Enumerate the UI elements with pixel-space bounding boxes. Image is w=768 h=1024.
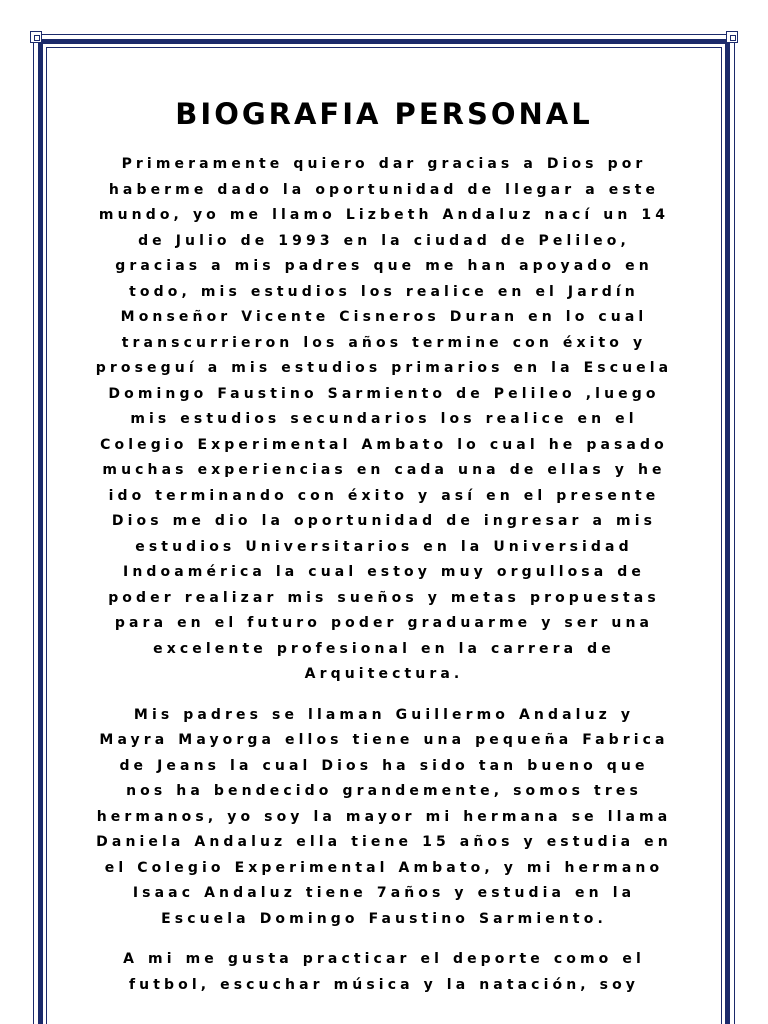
document-body [95,92,673,1013]
page-title: BIOGRAFIA PERSONAL [175,97,593,131]
paragraph-family: Mis padres se llaman Guillermo Andaluz y Mayra Mayorga ellos tiene una pequeña Fabrica de Jeans la cual Dios ha sido tan bueno que nos ha bendecido grandemente, somos tres hermanos, yo soy la mayor mi hermana se llama Daniela Andaluz ella tiene 15 años y estudia en el Colegio Experimental Ambato, y mi hermano Isaac Andaluz tiene 7años y estudia en la Escuela Domingo Faustino Sarmiento. [96,706,672,927]
corner-ornament-top-left [30,31,42,43]
paragraph-intro: Primeramente quiero dar gracias a Dios por haberme dado la oportunidad de llegar a este mundo, yo me llamo Lizbeth Andaluz nací un 14 de Julio de 1993 en la ciudad de Pelileo, gracias a mis padres que me han apoyado en todo, mis estudios los realice en el Jardín Monseñor Vicente Cisneros Duran en lo cual transcurrieron los años termine con éxito y proseguí a mis estudios primarios en la Escuela Domingo Faustino Sarmiento de Pelileo ,luego mis estudios secundarios los realice en el Colegio Experimental Ambato lo cual he pasado muchas experiencias en cada una de ellas y he ido terminando con éxito y así en el presente Dios me dio la oportunidad de ingresar a mis estudios Universitarios en la Universidad Indoamérica la cual estoy muy orgullosa de poder realizar mis sueños y metas propuestas para en el futuro poder graduarme y ser una excelente profesional en la carrera de Arquitectura. [95,156,673,682]
corner-ornament-top-right [726,31,738,43]
paragraph-hobbies: A mi me gusta practicar el deporte como el futbol, escuchar música y la natación, soy [123,951,645,993]
